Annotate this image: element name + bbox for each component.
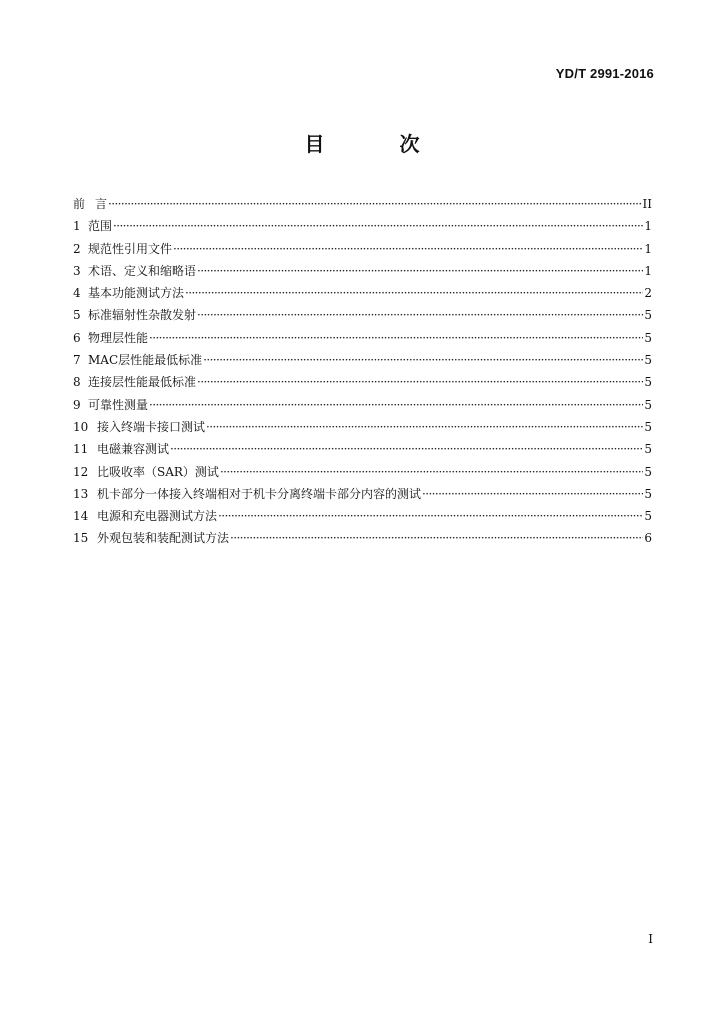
toc-entry-page: 2: [644, 286, 652, 301]
toc-entry-number: 2: [73, 241, 81, 256]
toc-leader-dots: [185, 282, 643, 304]
toc-entry-number: 1: [73, 219, 81, 234]
toc-entry-number: 5: [73, 308, 81, 323]
toc-entry-page: 5: [644, 419, 652, 434]
toc-entry-label: 比吸收率（SAR）测试: [97, 464, 219, 479]
table-of-contents: [73, 193, 652, 550]
toc-leader-dots: [230, 527, 643, 549]
toc-entry-label: 言: [95, 197, 108, 211]
toc-entry-number: 6: [73, 330, 81, 345]
toc-entry-label: 可靠性测量: [88, 397, 149, 412]
toc-entry-page: II: [642, 197, 652, 211]
toc-entry-page: 5: [644, 375, 652, 390]
toc-leader-dots: [203, 349, 643, 371]
toc-entry-label: 电磁兼容测试: [97, 442, 170, 457]
toc-leader-dots: [197, 260, 643, 282]
toc-entry-page: 1: [644, 263, 652, 278]
toc-leader-dots: [197, 304, 643, 326]
toc-entry-label: 机卡部分一体接入终端相对于机卡分离终端卡部分内容的测试: [97, 486, 422, 501]
toc-entry-12[interactable]: [73, 461, 652, 483]
toc-leader-dots: [220, 461, 643, 483]
toc-entry-page: 1: [644, 241, 652, 256]
toc-entry-page: 5: [644, 442, 652, 457]
toc-entry-2[interactable]: [73, 238, 652, 260]
toc-entry-label: 标准辐射性杂散发射: [88, 308, 197, 323]
toc-entry-page: 5: [644, 464, 652, 479]
toc-entry-10[interactable]: [73, 416, 652, 438]
toc-entry-label: 术语、定义和缩略语: [88, 263, 197, 278]
toc-entry-label: 接入终端卡接口测试: [97, 419, 206, 434]
toc-leader-dots: [149, 394, 643, 416]
toc-leader-dots: [206, 416, 643, 438]
toc-entry-number: 11: [73, 442, 89, 457]
toc-entry-page: 5: [644, 353, 652, 368]
toc-entry-page: 5: [644, 397, 652, 412]
toc-entry-5[interactable]: [73, 304, 652, 326]
toc-entry-number: 12: [73, 464, 89, 479]
toc-entry-number: 15: [73, 531, 89, 546]
toc-entry-8[interactable]: [73, 371, 652, 393]
toc-leader-dots: [218, 505, 643, 527]
toc-entry-number: 10: [73, 419, 89, 434]
toc-entry-label: 基本功能测试方法: [88, 286, 185, 301]
toc-entry-label: 电源和充电器测试方法: [97, 509, 218, 524]
toc-leader-dots: [173, 238, 643, 260]
toc-entry-label: 物理层性能: [88, 330, 149, 345]
toc-entry-14[interactable]: [73, 505, 652, 527]
toc-entry-3[interactable]: [73, 260, 652, 282]
page-title: 目 次: [304, 132, 454, 156]
toc-entry-label: 连接层性能最低标准: [88, 375, 197, 390]
toc-entry-label: 范围: [88, 219, 113, 234]
toc-entry-11[interactable]: [73, 438, 652, 460]
toc-entry-number: 14: [73, 509, 89, 524]
toc-entry-page: 1: [644, 219, 652, 234]
toc-entry-number: 8: [73, 375, 81, 390]
toc-entry-number: 7: [73, 353, 81, 368]
toc-leader-dots: [170, 438, 643, 460]
toc-entry-13[interactable]: [73, 483, 652, 505]
toc-entry-7[interactable]: [73, 349, 652, 371]
toc-entry-15[interactable]: [73, 527, 652, 549]
toc-entry-number: 3: [73, 263, 81, 278]
toc-entry-page: 6: [644, 531, 652, 546]
toc-entry-4[interactable]: [73, 282, 652, 304]
standard-code: YD/T 2991-2016: [555, 66, 654, 81]
toc-leader-dots: [108, 193, 642, 215]
toc-entry-number: 13: [73, 486, 89, 501]
toc-leader-dots: [113, 215, 643, 237]
toc-entry-page: 5: [644, 509, 652, 524]
toc-leader-dots: [149, 327, 643, 349]
toc-entry-number: 4: [73, 286, 81, 301]
toc-entry-6[interactable]: [73, 327, 652, 349]
toc-entry-label: 外观包装和装配测试方法: [97, 531, 230, 546]
toc-entry-label: MAC层性能最低标准: [88, 353, 203, 368]
toc-entry-9[interactable]: [73, 394, 652, 416]
toc-entry-label: 规范性引用文件: [88, 241, 173, 256]
toc-entry-page: 5: [644, 308, 652, 323]
toc-entry-page: 5: [644, 486, 652, 501]
toc-leader-dots: [197, 371, 643, 393]
page-number: I: [648, 932, 653, 946]
toc-entry-1[interactable]: [73, 215, 652, 237]
toc-entry-page: 5: [644, 330, 652, 345]
toc-entry-number: 9: [73, 397, 81, 412]
toc-entry-foreword[interactable]: [73, 193, 652, 215]
toc-entry-number: 前: [73, 197, 86, 211]
toc-leader-dots: [422, 483, 643, 505]
